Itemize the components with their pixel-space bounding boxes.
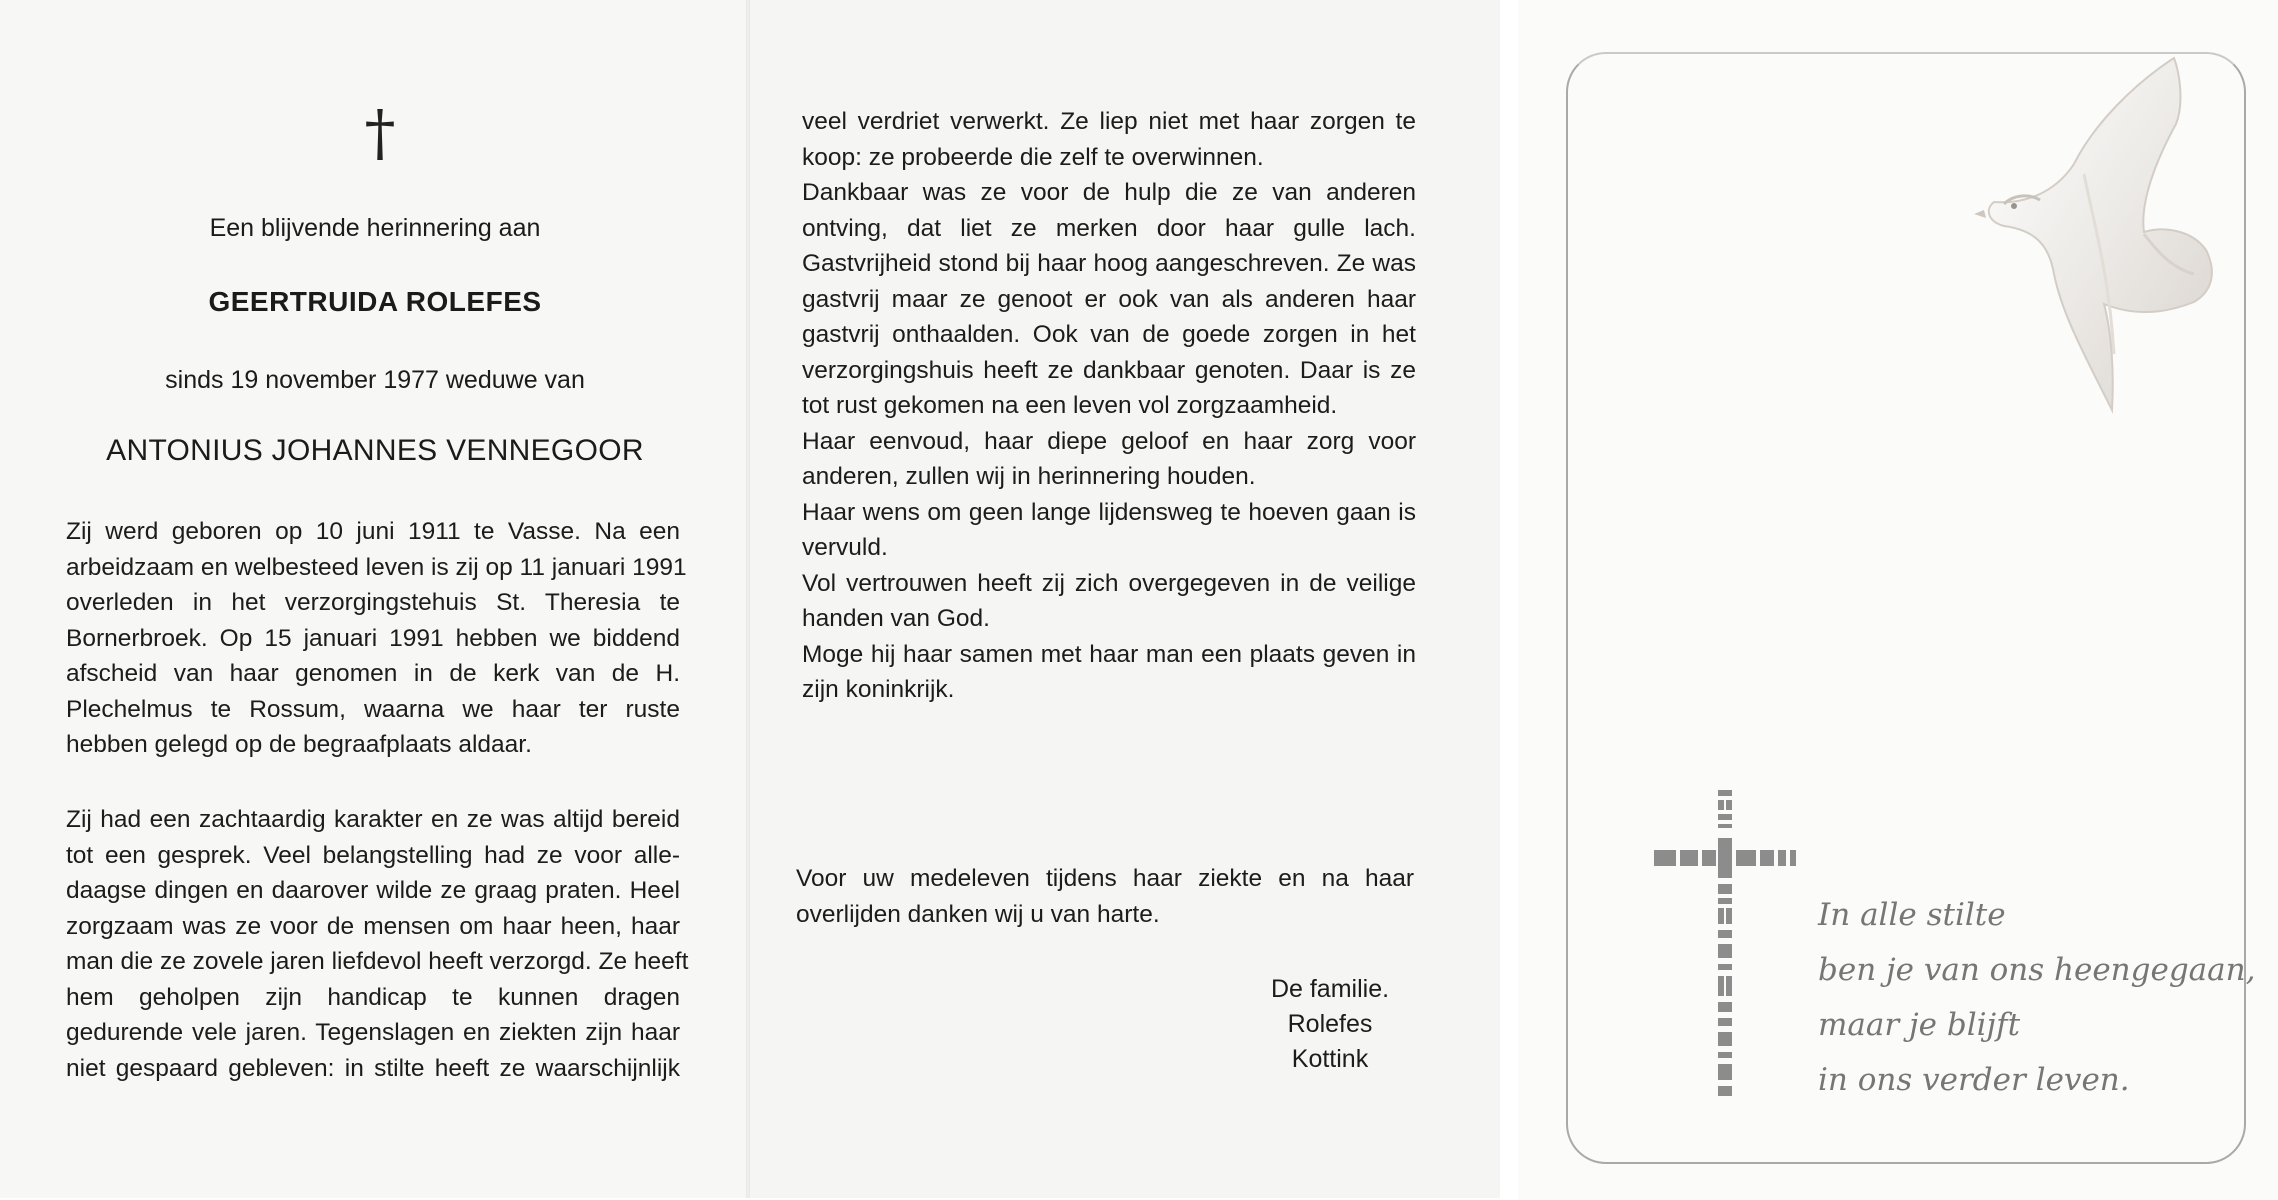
intro-text: Een blijvende herinnering aan [209, 214, 541, 242]
signature-line: De familie. [1270, 975, 1390, 1003]
text-line: man die ze zovele jaren liefdevol heeft verzorgd. Ze heeft [66, 948, 689, 975]
text-line: Vol vertrouwen heeft zij zich overgegeven in de veilige [802, 569, 1416, 597]
text-line: zorgzaam was ze voor de mensen om haar heen, haar [66, 912, 680, 940]
text-line: tot een gesprek. Veel belangstelling had ze voor alle- [66, 841, 680, 869]
text-line: Haar eenvoud, haar diepe geloof en haar zorg voor [802, 427, 1416, 455]
deceased-name: GEERTRUIDA ROLEFES [208, 286, 542, 317]
family-signature [1230, 972, 1430, 1077]
text-line: daagse dingen en daarover wilde ze graag praten. Heel [66, 877, 680, 904]
text-line: Moge hij haar samen met haar man een plaats geven in [802, 640, 1416, 668]
dove-illustration [1944, 54, 2220, 414]
mosaic-cross-icon [1648, 784, 1808, 1104]
text-line: overlijden danken wij u van harte. [796, 900, 1160, 928]
cross-icon: † [364, 96, 396, 169]
text-line: afscheid van haar genomen in de kerk van de H. [66, 660, 680, 687]
text-line: gastvrij maar ze genoot er ook van als anderen haar [802, 285, 1416, 313]
cover-verse [1818, 888, 2256, 1108]
text-line: Haar wens om geen lange lijdensweg te hoeven gaan is [802, 498, 1416, 526]
character-paragraph [66, 802, 689, 1086]
verse-line: in ons verder leven. [1818, 1062, 2130, 1098]
widow-line: sinds 19 november 1977 weduwe van [165, 366, 585, 394]
text-line: vervuld. [802, 534, 888, 561]
text-line: Voor uw medeleven tijdens haar ziekte en na haar [796, 865, 1414, 892]
signature-line: Rolefes [1287, 1010, 1373, 1038]
text-line: koop: ze probeerde die zelf te overwinnen. [802, 143, 1264, 171]
text-line: gedurende vele jaren. Tegenslagen en ziekten zijn haar [66, 1019, 680, 1046]
text-line: Gastvrijheid stond bij haar hoog aangeschreven. Ze was [802, 250, 1416, 277]
text-line: Plechelmus te Rossum, waarna we haar ter ruste [66, 695, 680, 723]
text-line: ontving, dat liet ze merken door haar gulle lach. [802, 214, 1416, 242]
continuation-paragraph [802, 104, 1416, 708]
verse-line: ben je van ons heengegaan, [1818, 952, 2256, 988]
text-line: verzorgingshuis heeft ze dankbaar genoten. Daar is ze [802, 356, 1416, 384]
text-line: handen van God. [802, 605, 990, 632]
verse-line: maar je blijft [1818, 1007, 2021, 1043]
signature-line: Kottink [1291, 1045, 1369, 1073]
text-line: hebben gelegd op de begraafplaats aldaar. [66, 731, 532, 758]
text-line: Dankbaar was ze voor de hulp die ze van anderen [802, 179, 1416, 206]
text-line: zijn koninkrijk. [802, 676, 955, 703]
card-fold [746, 0, 750, 1198]
text-line: Zij had een zachtaardig karakter en ze was altijd bereid [66, 806, 680, 833]
husband-name: ANTONIUS JOHANNES VENNEGOOR [106, 434, 644, 467]
text-line: tot rust gekomen na een leven vol zorgzaamheid. [802, 392, 1338, 419]
text-line: veel verdriet verwerkt. Ze liep niet met haar zorgen te [802, 108, 1416, 135]
text-line: overleden in het verzorgingstehuis St. Theresia te [66, 589, 680, 616]
text-line: gastvrij onthaalden. Ook van de goede zorgen in het [802, 321, 1416, 348]
text-line: anderen, zullen wij in herinnering houden. [802, 463, 1256, 490]
text-line: Bornerbroek. Op 15 januari 1991 hebben we biddend [66, 624, 680, 652]
text-line: hem geholpen zijn handicap te kunnen dragen [66, 983, 680, 1011]
thanks-paragraph [796, 861, 1414, 932]
scan-gap [1500, 0, 1518, 1200]
text-line: Zij werd geboren op 10 juni 1911 te Vasse. Na een [66, 518, 680, 545]
biography-paragraph [66, 514, 687, 763]
text-line: arbeidzaam en welbesteed leven is zij op 11 januari 1991 [66, 553, 687, 581]
text-line: niet gespaard gebleven: in stilte heeft ze waarschijnlijk [66, 1054, 680, 1082]
verse-line: In alle stilte [1818, 897, 2006, 933]
